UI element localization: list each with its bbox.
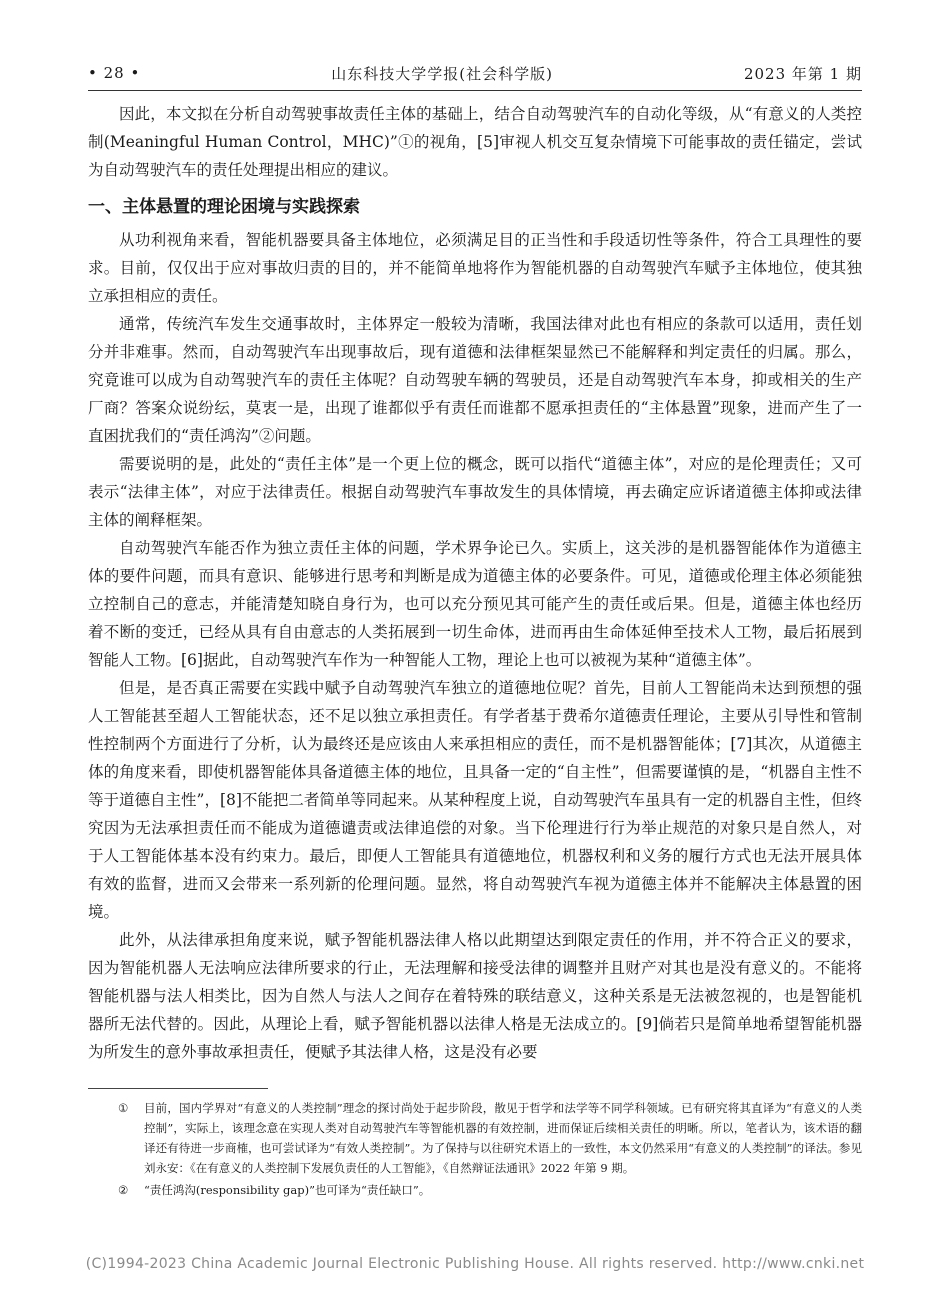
footnote-mark: ②	[118, 1183, 129, 1197]
article-body	[88, 100, 862, 1066]
paragraph: 此外，从法律承担角度来说，赋予智能机器法律人格以此期望达到限定责任的作用，并不符合正义的要求，因为智能机器人无法响应法律所要求的行止，无法理解和接受法律的调整并且财产对其也是没有意义的。不能将智能机器与法人相类比，因为自然人与法人之间存在着特殊的联结意义，这种关系是无法被忽视的，也是智能机器所无法代替的。因此，从理论上看，赋予智能机器以法律人格是无法成立的。[9]倘若只是简单地希望智能机器为所发生的意外事故承担责任，便赋予其法律人格，这是没有必要	[88, 931, 862, 1061]
header-rule	[88, 90, 862, 91]
page-number: • 28 •	[88, 64, 141, 82]
footnote-rule	[88, 1088, 268, 1089]
footnote-text: “责任鸿沟(responsibility gap)”也可译为“责任缺口”。	[144, 1183, 431, 1197]
paragraph: 需要说明的是，此处的“责任主体”是一个更上位的概念，既可以指代“道德主体”，对应的是伦理责任；又可表示“法律主体”，对应于法律责任。根据自动驾驶汽车事故发生的具体情境，再去确定应诉诸道德主体抑或法律主体的阐释框架。	[88, 455, 862, 529]
running-header	[88, 58, 862, 88]
copyright-notice: (C)1994-2023 China Academic Journal Electronic Publishing House. All rights reserved. http://www.cnki.net	[85, 1256, 865, 1272]
paragraph: 从功利视角来看，智能机器要具备主体地位，必须满足目的正当性和手段适切性等条件，符合工具理性的要求。目前，仅仅出于应对事故归责的目的，并不能简单地将作为智能机器的自动驾驶汽车赋予主体地位，使其独立承担相应的责任。	[88, 231, 862, 305]
footnotes	[88, 1098, 862, 1202]
section-heading: 一、主体悬置的理论困境与实践探索	[88, 197, 360, 217]
footnote-1	[88, 1098, 862, 1178]
paragraph-intro: 因此，本文拟在分析自动驾驶事故责任主体的基础上，结合自动驾驶汽车的自动化等级，从“有意义的人类控制(Meaningful Human Control，MHC)”①的视角，[5]审视人机交互复杂情境下可能事故的责任锚定，尝试为自动驾驶汽车的责任处理提出相应的建议。	[88, 105, 862, 179]
paragraph: 但是，是否真正需要在实践中赋予自动驾驶汽车独立的道德地位呢？首先，目前人工智能尚未达到预想的强人工智能甚至超人工智能状态，还不足以独立承担责任。有学者基于费希尔道德责任理论，主要从引导性和管制性控制两个方面进行了分析，认为最终还是应该由人来承担相应的责任，而不是机器智能体；[7]其次，从道德主体的角度来看，即使机器智能体具备道德主体的地位，且具备一定的“自主性”，但需要谨慎的是，“机器自主性不等于道德自主性”，[8]不能把二者简单等同起来。从某种程度上说，自动驾驶汽车虽具有一定的机器自主性，但终究因为无法承担责任而不能成为道德谴责或法律追偿的对象。当下伦理进行行为举止规范的对象只是自然人，对于人工智能体基本没有约束力。最后，即便人工智能具有道德地位，机器权利和义务的履行方式也无法开展具体有效的监督，进而又会带来一系列新的伦理问题。显然，将自动驾驶汽车视为道德主体并不能解决主体悬置的困境。	[88, 679, 862, 921]
paragraph: 自动驾驶汽车能否作为独立责任主体的问题，学术界争论已久。实质上，这关涉的是机器智能体作为道德主体的要件问题，而具有意识、能够进行思考和判断是成为道德主体的必要条件。可见，道德或伦理主体必须能独立控制自己的意志，并能清楚知晓自身行为，也可以充分预见其可能产生的责任或后果。但是，道德主体也经历着不断的变迁，已经从具有自由意志的人类拓展到一切生命体，进而再由生命体延伸至技术人工物，最后拓展到智能人工物。[6]据此，自动驾驶汽车作为一种智能人工物，理论上也可以被视为某种“道德主体”。	[88, 539, 862, 669]
paragraph: 通常，传统汽车发生交通事故时，主体界定一般较为清晰，我国法律对此也有相应的条款可以适用，责任划分并非难事。然而，自动驾驶汽车出现事故后，现有道德和法律框架显然已不能解释和判定责任的归属。那么，究竟谁可以成为自动驾驶汽车的责任主体呢？自动驾驶车辆的驾驶员，还是自动驾驶汽车本身，抑或相关的生产厂商？答案众说纷纭，莫衷一是，出现了谁都似乎有责任而谁都不愿承担责任的“主体悬置”现象，进而产生了一直困扰我们的“责任鸿沟”②问题。	[88, 315, 862, 445]
journal-title: 山东科技大学学报(社会科学版)	[331, 64, 553, 83]
footnote-mark: ①	[118, 1101, 129, 1115]
footnote-text: 目前，国内学界对“有意义的人类控制”理念的探讨尚处于起步阶段，散见于哲学和法学等不同学科领域。已有研究将其直译为“有意义的人类控制”，实际上，该理念意在实现人类对自动驾驶汽车等智能机器的有效控制，进而保证后续相关责任的明晰。所以，笔者认为，该术语的翻译还有待进一步商榷，也可尝试译为“有效人类控制”。为了保持与以往研究术语上的一致性，本文仍然采用“有意义的人类控制”的译法。参见刘永安：《在有意义的人类控制下发展负责任的人工智能》，《自然辩证法通讯》2022 年第 9 期。	[144, 1101, 862, 1175]
issue-label: 2023 年第 1 期	[743, 64, 862, 83]
footnote-2	[88, 1180, 862, 1200]
